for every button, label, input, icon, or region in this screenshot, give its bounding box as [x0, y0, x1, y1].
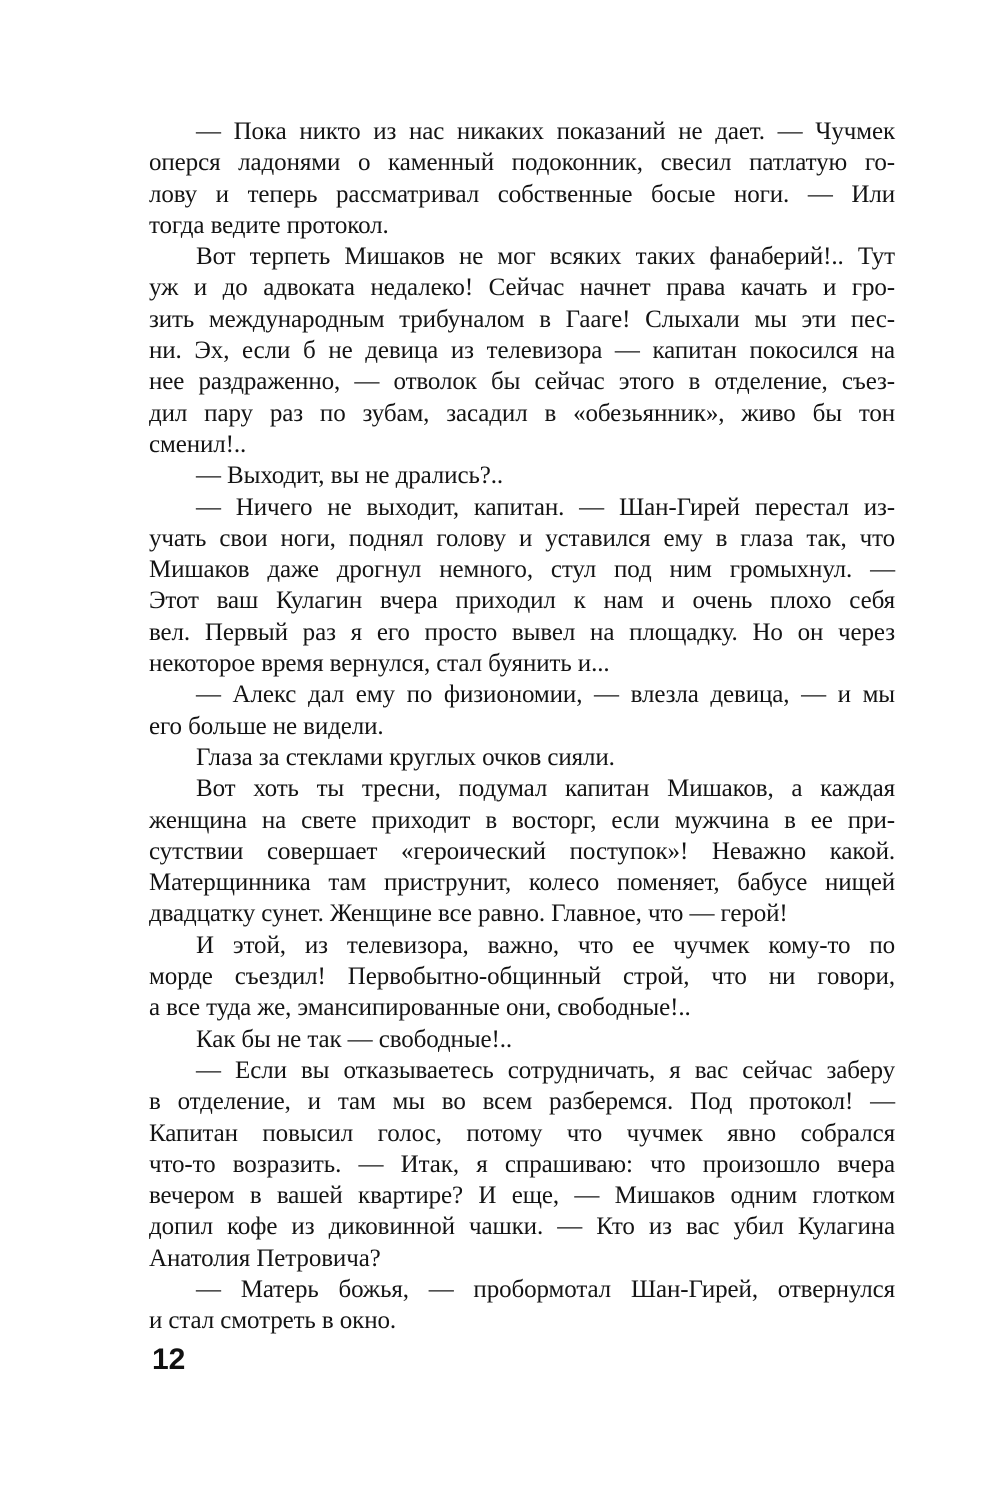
text-line: — Алекс дал ему по физиономии, — влезла девица, — и мы	[196, 681, 895, 709]
text-line: что-то возразить. — Итак, я спрашиваю: что произошло вчера	[149, 1150, 895, 1178]
text-line: Капитан повысил голос, потому что чучмек явно собрался	[149, 1119, 895, 1147]
paragraph	[149, 1024, 895, 1055]
text-line: Вот терпеть Мишаков не мог всяких таких фанаберий!.. Тут	[196, 243, 895, 271]
text-line: зить международным трибуналом в Гааге! Слыхали мы эти пес-	[149, 305, 895, 333]
text-line: его больше не видели.	[149, 712, 384, 740]
text-line: — Если вы отказываетесь сотрудничать, я вас сейчас заберу	[196, 1056, 895, 1084]
text-line: сменил!..	[149, 430, 247, 458]
paragraph	[149, 116, 895, 241]
text-line: учать свои ноги, поднял голову и уставился ему в глаза так, что	[149, 524, 895, 552]
text-line: двадцатку сунет. Женщине все равно. Главное, что — герой!	[149, 900, 788, 928]
text-line: — Ничего не выходит, капитан. — Шан-Гирей перестал из-	[196, 493, 895, 521]
text-line: Анатолия Петровича?	[149, 1244, 381, 1272]
paragraph	[149, 241, 895, 460]
paragraph	[149, 930, 895, 1024]
text-line: Вот хоть ты тресни, подумал капитан Мишаков, а каждая	[196, 775, 895, 803]
text-line: сутствии совершает «героический поступок»! Неважно какой.	[149, 837, 895, 865]
text-line: Глаза за стеклами круглых очков сияли.	[196, 743, 615, 771]
text-line: морде съездил! Первобытно-общинный строй, что ни говори,	[149, 963, 895, 991]
paragraph	[149, 773, 895, 929]
text-line: дил пару раз по зубам, засадил в «обезьянник», живо бы тон	[149, 399, 895, 427]
text-line: вел. Первый раз я его просто вывел на площадку. Но он через	[149, 618, 895, 646]
text-line: лову и теперь рассматривал собственные босые ноги. — Или	[149, 180, 895, 208]
text-line: некоторое время вернулся, стал буянить и...	[149, 650, 610, 678]
paragraph	[149, 1055, 895, 1274]
page-number: 12	[152, 1343, 186, 1376]
text-line: — Матерь божья, — пробормотал Шан-Гирей, отвернулся	[196, 1275, 895, 1303]
paragraph	[149, 742, 895, 773]
text-line: Как бы не так — свободные!..	[196, 1025, 513, 1053]
paragraph	[149, 1274, 895, 1337]
text-line: и стал смотреть в окно.	[149, 1307, 397, 1335]
text-line: уж и до адвоката недалеко! Сейчас начнет права качать и гро-	[149, 274, 895, 302]
text-line: тогда ведите протокол.	[149, 211, 389, 239]
text-line: — Пока никто из нас никаких показаний не дает. — Чучмек	[196, 118, 895, 145]
text-line: Этот ваш Кулагин вчера приходил к нам и очень плохо себя	[149, 587, 895, 615]
text-line: вечером в вашей квартире? И еще, — Мишаков одним глотком	[149, 1182, 895, 1210]
text-line: И этой, из телевизора, важно, что ее чучмек кому-то по	[196, 931, 895, 959]
text-line: — Выходит, вы не дрались?..	[196, 462, 504, 490]
text-line: в отделение, и там мы во всем разберемся. Под протокол! —	[149, 1088, 895, 1116]
text-line: а все туда же, эмансипированные они, свободные!..	[149, 994, 691, 1022]
paragraph	[149, 492, 895, 680]
text-line: женщина на свете приходит в восторг, если мужчина в ее при-	[149, 806, 895, 834]
text-line: оперся ладонями о каменный подоконник, свесил патлатую го-	[149, 149, 895, 177]
text-block	[149, 116, 895, 1337]
paragraph	[149, 460, 895, 491]
text-line: допил кофе из диковинной чашки. — Кто из вас убил Кулагина	[149, 1213, 895, 1241]
text-line: ни. Эх, если б не девица из телевизора — капитан покосился на	[149, 337, 895, 365]
paragraph	[149, 679, 895, 742]
text-line: Мишаков даже дрогнул немного, стул под ним громыхнул. —	[149, 556, 895, 584]
text-line: нее раздраженно, — отволок бы сейчас этого в отделение, съез-	[149, 368, 895, 396]
text-line: Матерщинника там приструнит, колесо поменяет, бабусе нищей	[149, 869, 895, 897]
